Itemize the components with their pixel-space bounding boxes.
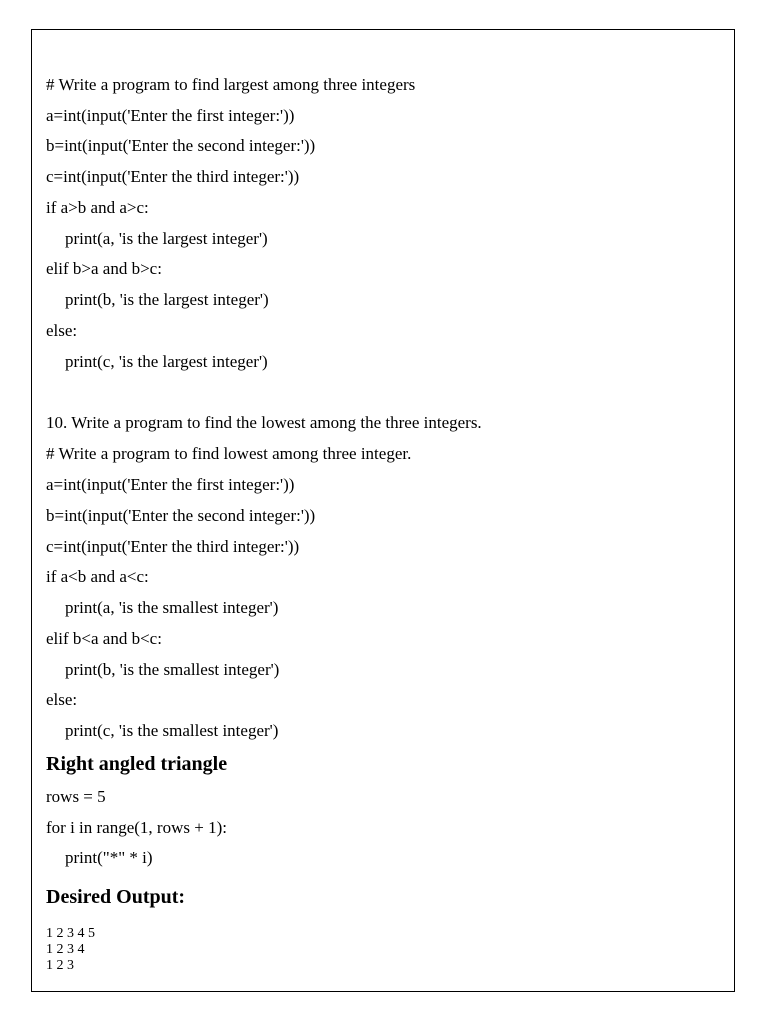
question-title: 10. Write a program to find the lowest among the three integers. bbox=[46, 413, 482, 432]
code-line: print(b, 'is the largest integer') bbox=[65, 290, 269, 309]
code-line: print(c, 'is the smallest integer') bbox=[65, 721, 279, 740]
output-line: 1 2 3 4 bbox=[46, 942, 85, 957]
code-line: print(b, 'is the smallest integer') bbox=[65, 660, 280, 679]
code-line: if a<b and a<c: bbox=[46, 567, 149, 586]
code-line: print(c, 'is the largest integer') bbox=[65, 352, 268, 371]
code-line: c=int(input('Enter the third integer:')) bbox=[46, 537, 300, 556]
code-line: for i in range(1, rows + 1): bbox=[46, 818, 227, 837]
output-line: 1 2 3 bbox=[46, 958, 74, 973]
desired-output-heading: Desired Output: bbox=[46, 886, 186, 908]
code-line: else: bbox=[46, 321, 78, 340]
code-line: rows = 5 bbox=[46, 787, 106, 806]
code-line: if a>b and a>c: bbox=[46, 198, 149, 217]
code-line: print("*" * i) bbox=[65, 848, 153, 867]
largest-comment: # Write a program to find largest among three integers bbox=[46, 75, 416, 94]
code-line: else: bbox=[46, 690, 78, 709]
code-line: a=int(input('Enter the first integer:')) bbox=[46, 106, 295, 125]
output-line: 1 2 3 4 5 bbox=[46, 926, 95, 941]
code-line: print(a, 'is the smallest integer') bbox=[65, 598, 279, 617]
triangle-heading: Right angled triangle bbox=[46, 753, 228, 775]
code-line: print(a, 'is the largest integer') bbox=[65, 229, 268, 248]
code-line: elif b>a and b>c: bbox=[46, 259, 162, 278]
code-line: a=int(input('Enter the first integer:')) bbox=[46, 475, 295, 494]
code-line: b=int(input('Enter the second integer:')) bbox=[46, 136, 316, 155]
code-line: c=int(input('Enter the third integer:')) bbox=[46, 167, 300, 186]
code-line: elif b<a and b<c: bbox=[46, 629, 162, 648]
lowest-comment: # Write a program to find lowest among three integer. bbox=[46, 444, 412, 463]
code-line: b=int(input('Enter the second integer:')) bbox=[46, 506, 316, 525]
